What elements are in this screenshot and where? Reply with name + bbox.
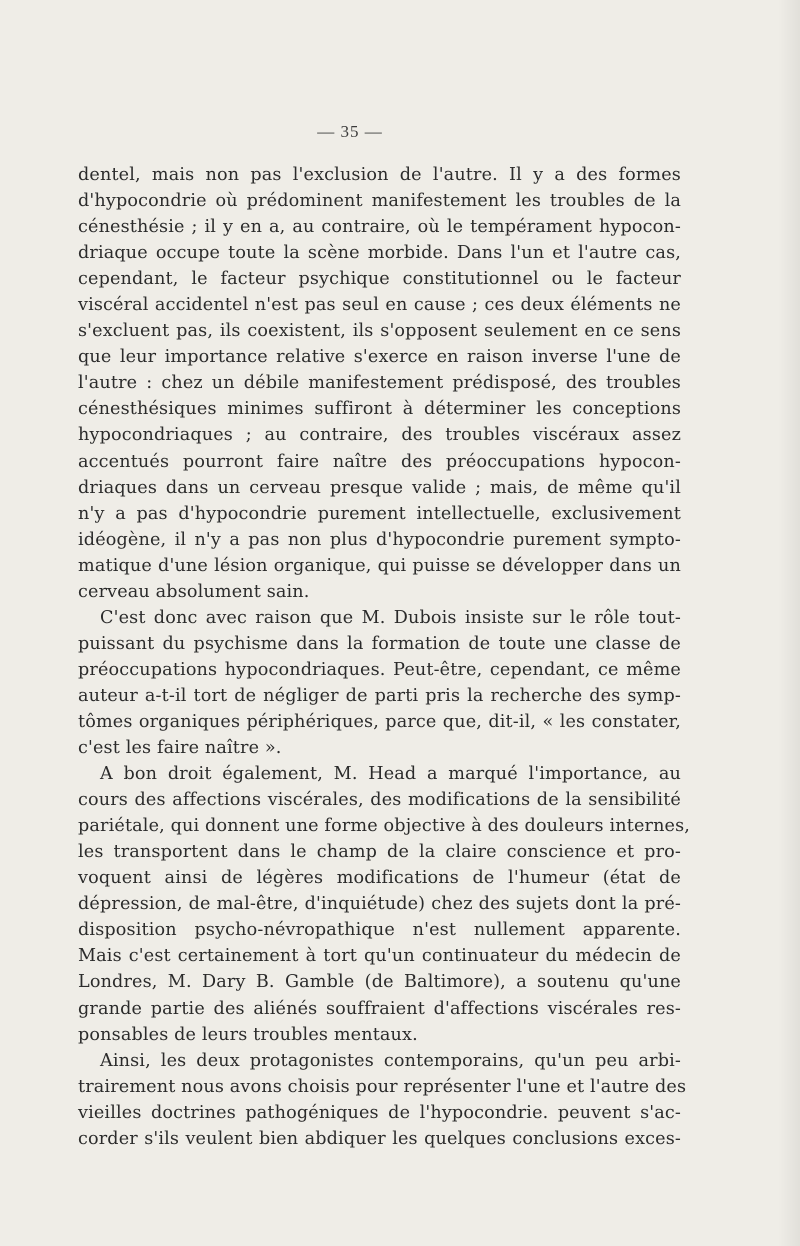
text-line: préoccupations hypocondriaques. Peut-être, cependant, ce même: [78, 659, 681, 680]
text-line: Mais c'est certainement à tort qu'un continuateur du médecin de: [78, 946, 681, 967]
text-line: driaques dans un cerveau presque valide ; mais, de même qu'il: [78, 477, 681, 498]
text-line: hypocondriaques ; au contraire, des troubles viscéraux assez: [78, 425, 681, 446]
text-line: A bon droit également, M. Head a marqué l'importance, au: [100, 764, 681, 785]
text-line: disposition psycho-névropathique n'est nullement apparente.: [78, 920, 681, 941]
text-line: cependant, le facteur psychique constitutionnel ou le facteur: [78, 269, 681, 290]
text-line: cénesthésiques minimes suffiront à déterminer les conceptions: [78, 399, 681, 420]
page-edge-shadow: [778, 0, 800, 1246]
text-line: Ainsi, les deux protagonistes contemporains, qu'un peu arbi-: [100, 1050, 681, 1071]
text-line: idéogène, il n'y a pas non plus d'hypocondrie purement sympto-: [78, 529, 681, 550]
text-line: les transportent dans le champ de la claire conscience et pro-: [78, 842, 681, 863]
text-line: trairement nous avons choisis pour représenter l'une et l'autre des: [78, 1076, 687, 1097]
text-line: cerveau absolument sain.: [78, 581, 310, 602]
text-line: matique d'une lésion organique, qui puisse se développer dans un: [78, 555, 681, 576]
page-number: — 35 —: [317, 122, 383, 141]
text-line: Londres, M. Dary B. Gamble (de Baltimore), a soutenu qu'une: [78, 972, 681, 993]
text-line: dépression, de mal-être, d'inquiétude) chez des sujets dont la pré-: [78, 894, 681, 915]
text-line: l'autre : chez un débile manifestement prédisposé, des troubles: [78, 373, 681, 394]
text-line: grande partie des aliénés souffraient d'affections viscérales res-: [78, 998, 681, 1019]
text-line: que leur importance relative s'exerce en raison inverse l'une de: [78, 347, 681, 368]
text-line: C'est donc avec raison que M. Dubois insiste sur le rôle tout-: [100, 607, 681, 628]
text-line: pariétale, qui donnent une forme objective à des douleurs internes,: [78, 816, 691, 837]
body-text: [78, 162, 691, 1152]
text-line: dentel, mais non pas l'exclusion de l'autre. Il y a des formes: [78, 165, 681, 185]
text-line: driaque occupe toute la scène morbide. Dans l'un et l'autre cas,: [78, 243, 681, 264]
text-line: n'y a pas d'hypocondrie purement intellectuelle, exclusivement: [78, 503, 681, 524]
text-line: ponsables de leurs troubles mentaux.: [78, 1024, 418, 1045]
text-line: corder s'ils veulent bien abdiquer les quelques conclusions exces-: [78, 1128, 681, 1149]
text-line: vieilles doctrines pathogéniques de l'hypocondrie. peuvent s'ac-: [78, 1102, 681, 1123]
text-line: s'excluent pas, ils coexistent, ils s'opposent seulement en ce sens: [78, 321, 681, 342]
text-line: c'est les faire naître ».: [78, 738, 282, 759]
text-line: viscéral accidentel n'est pas seul en cause ; ces deux éléments ne: [78, 295, 681, 316]
text-line: accentués pourront faire naître des préoccupations hypocon-: [78, 451, 681, 472]
text-line: cénesthésie ; il y en a, au contraire, où le tempérament hypocon-: [78, 217, 681, 238]
text-line: auteur a-t-il tort de négliger de parti pris la recherche des symp-: [78, 685, 681, 706]
text-line: d'hypocondrie où prédominent manifestement les troubles de la: [78, 191, 681, 212]
text-line: cours des affections viscérales, des modifications de la sensibilité: [78, 790, 681, 811]
text-line: tômes organiques périphériques, parce que, dit-il, « les constater,: [78, 711, 681, 732]
text-line: voquent ainsi de légères modifications de l'humeur (état de: [78, 868, 681, 889]
text-line: puissant du psychisme dans la formation de toute une classe de: [78, 633, 681, 654]
